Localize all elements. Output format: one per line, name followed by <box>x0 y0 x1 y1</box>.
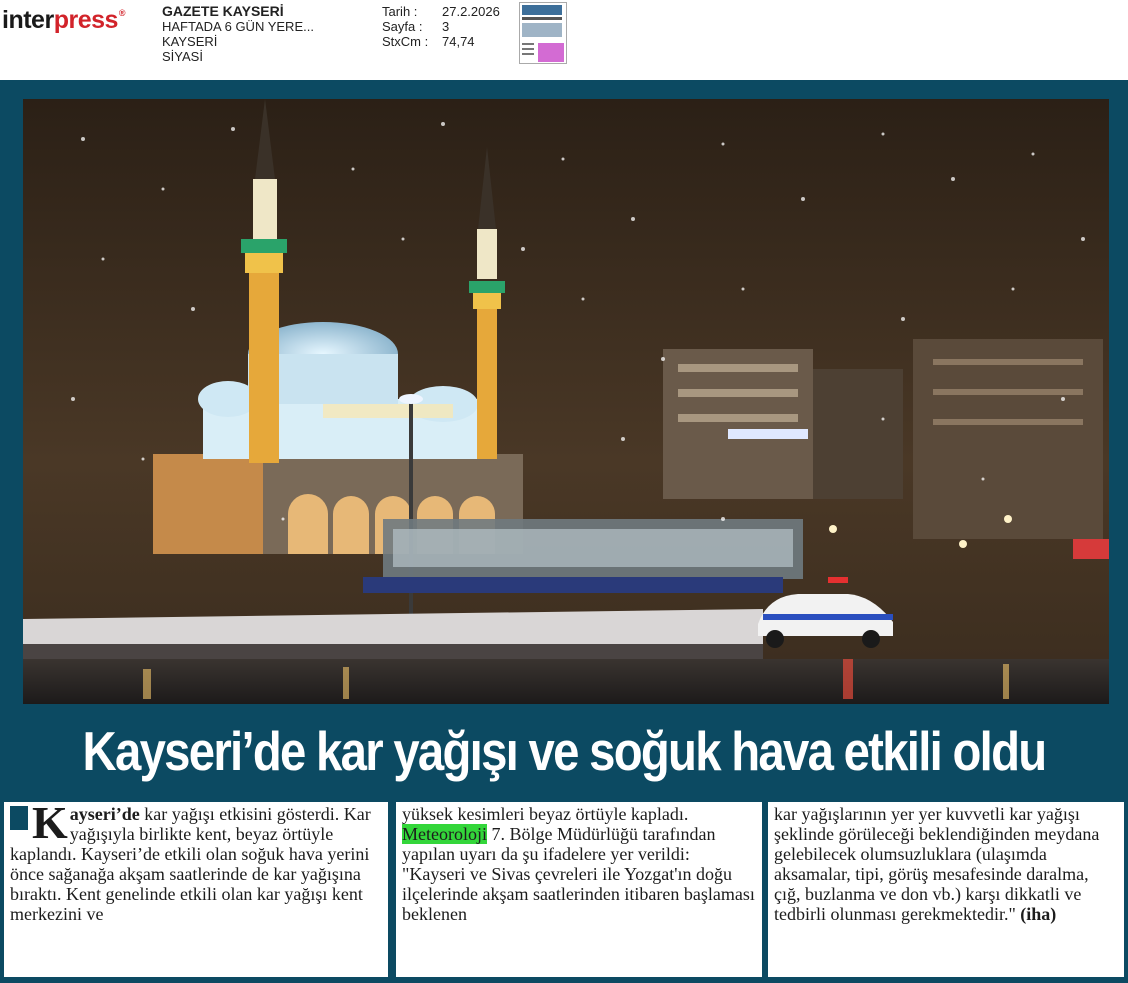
mosque-snow-photo-icon <box>23 99 1109 704</box>
column-2-text-b: 7. Bölge Müdürlüğü tarafından yapılan uyarı da şu ifadelere yer verildi: "Kayseri ve Sivas çevreleri ile Yozgat'ın doğu ilçelerinde akşam saatlerinden itibaren başlaması beklenen <box>402 824 755 924</box>
publication-frequency: HAFTADA 6 GÜN YERE... <box>162 19 314 34</box>
news-source: (iha) <box>1020 904 1057 924</box>
column-3-text: kar yağışlarının yer yer kuvvetli kar yağışı şeklinde görüleceği beklendiğinden meydana gelebilecek olumsuzluklara (ulaşımda aksamalar, tipi, görüş mesafesinde daralma, çığ, buzlanma ve don vb.) karşı dikkatli ve tedbirli olunması gerekmektedir." <box>774 804 1100 924</box>
page-label: Sayfa : <box>382 19 423 34</box>
article-photo <box>23 99 1109 704</box>
article-headline: Kayseri’de kar yağışı ve soğuk hava etkili oldu <box>82 720 1046 782</box>
date-label: Tarih : <box>382 4 418 19</box>
article-column-2 <box>396 802 762 977</box>
drop-cap: K <box>32 802 68 848</box>
article-column-3 <box>768 802 1124 977</box>
publication-meta <box>162 4 314 64</box>
interpress-logo: interpress® <box>2 6 126 34</box>
page-thumbnail[interactable] <box>519 2 567 64</box>
page-value: 3 <box>442 19 450 34</box>
highlighted-keyword: Meteoroloji <box>402 824 487 844</box>
column-2-text-a: yüksek kesimleri beyaz örtüyle kapladı. <box>402 804 689 824</box>
article-clipping <box>0 80 1128 983</box>
date-value: 27.2.2026 <box>442 4 500 19</box>
paragraph-marker-icon <box>10 806 28 830</box>
stxcm-label: StxCm : <box>382 34 429 49</box>
lead-bold-text: ayseri’de <box>69 804 140 824</box>
publication-city: KAYSERİ <box>162 34 218 49</box>
clipping-header <box>0 0 1128 80</box>
publication-name: GAZETE KAYSERİ <box>162 3 284 19</box>
column-1-text: kar yağışı etkisini gösterdi. Kar yağışıyla birlikte kent, beyaz örtüyle kaplandı. Kayseri’de etkili olan soğuk hava yerini önce sağanağa akşam saatlerinde de kar yağışına bıraktı. Kent genelinde etkili olan kar yağışı kent merkezini ve <box>10 804 371 924</box>
clipping-info <box>382 4 500 49</box>
article-column-1 <box>4 802 388 977</box>
stxcm-value: 74,74 <box>442 34 475 49</box>
publication-category: SİYASİ <box>162 49 203 64</box>
